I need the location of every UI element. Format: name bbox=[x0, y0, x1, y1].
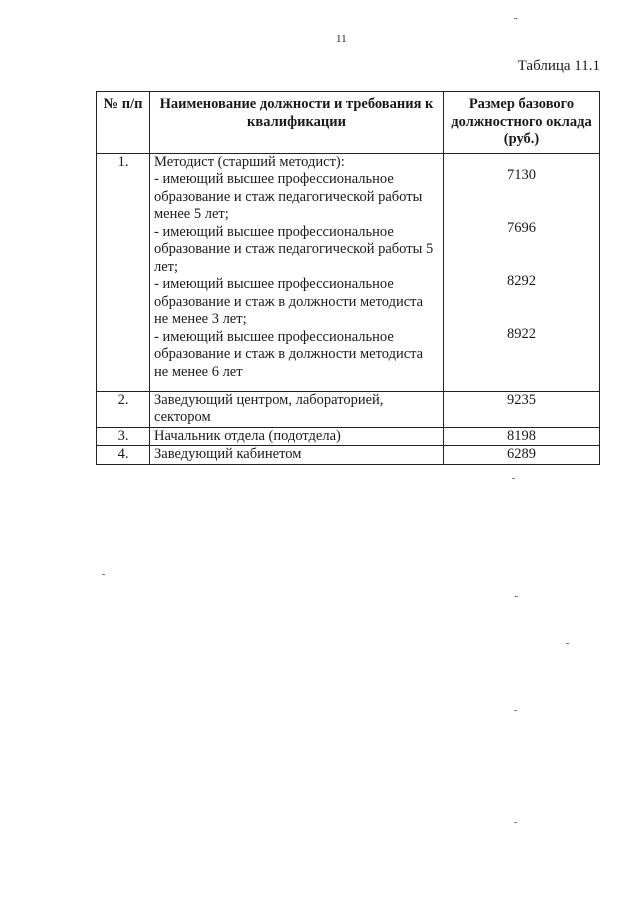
salary-value: 7696 bbox=[507, 219, 536, 236]
scan-speck bbox=[102, 574, 105, 575]
salary-value: 8292 bbox=[507, 272, 536, 289]
scan-speck bbox=[512, 478, 515, 479]
table-row bbox=[97, 427, 600, 446]
salary-value: 8922 bbox=[507, 325, 536, 342]
requirement-item: - имеющий высшее профессиональное образование и стаж педагогической работы менее 5 лет; bbox=[154, 171, 423, 222]
table-header-row bbox=[97, 92, 600, 154]
row-title: Заведующий кабинетом bbox=[150, 446, 444, 465]
table-caption: Таблица 11.1 bbox=[517, 58, 600, 74]
table-row bbox=[97, 153, 600, 391]
scan-speck bbox=[566, 643, 569, 644]
table-row bbox=[97, 446, 600, 465]
row-salary-cell bbox=[444, 153, 600, 391]
row-num: 2. bbox=[97, 391, 150, 427]
salary-table bbox=[96, 91, 600, 465]
requirement-item: - имеющий высшее профессиональное образование и стаж педагогической работы 5 лет; bbox=[154, 223, 434, 275]
scan-speck bbox=[514, 822, 517, 823]
salary-value: 7130 bbox=[507, 166, 536, 183]
salary-value: 8198 bbox=[444, 427, 600, 446]
salary-value: 6289 bbox=[444, 446, 600, 465]
header-num: № п/п bbox=[97, 92, 150, 154]
row-num: 4. bbox=[97, 446, 150, 465]
header-name: Наименование должности и требования к квалификации bbox=[150, 92, 444, 154]
row-num: 1. bbox=[97, 153, 150, 391]
header-salary: Размер базового должностного оклада (руб.) bbox=[444, 92, 600, 154]
scan-speck bbox=[514, 18, 517, 19]
salary-value: 9235 bbox=[444, 391, 600, 427]
page-number: 11 bbox=[336, 33, 347, 45]
row-title bbox=[150, 153, 444, 391]
requirement-item: - имеющий высшее профессиональное образование и стаж в должности методиста не менее 3 лет; bbox=[154, 276, 424, 327]
row-title: Заведующий центром, лабораторией, сектором bbox=[150, 391, 444, 427]
scan-speck bbox=[514, 710, 517, 711]
row-title: Начальник отдела (подотдела) bbox=[150, 427, 444, 446]
scan-speck bbox=[515, 596, 518, 597]
row-num: 3. bbox=[97, 427, 150, 446]
requirement-item: - имеющий высшее профессиональное образование и стаж в должности методиста не менее 6 лет bbox=[154, 328, 424, 380]
row-title-text: Методист (старший методист): bbox=[154, 153, 345, 170]
table-row bbox=[97, 391, 600, 427]
